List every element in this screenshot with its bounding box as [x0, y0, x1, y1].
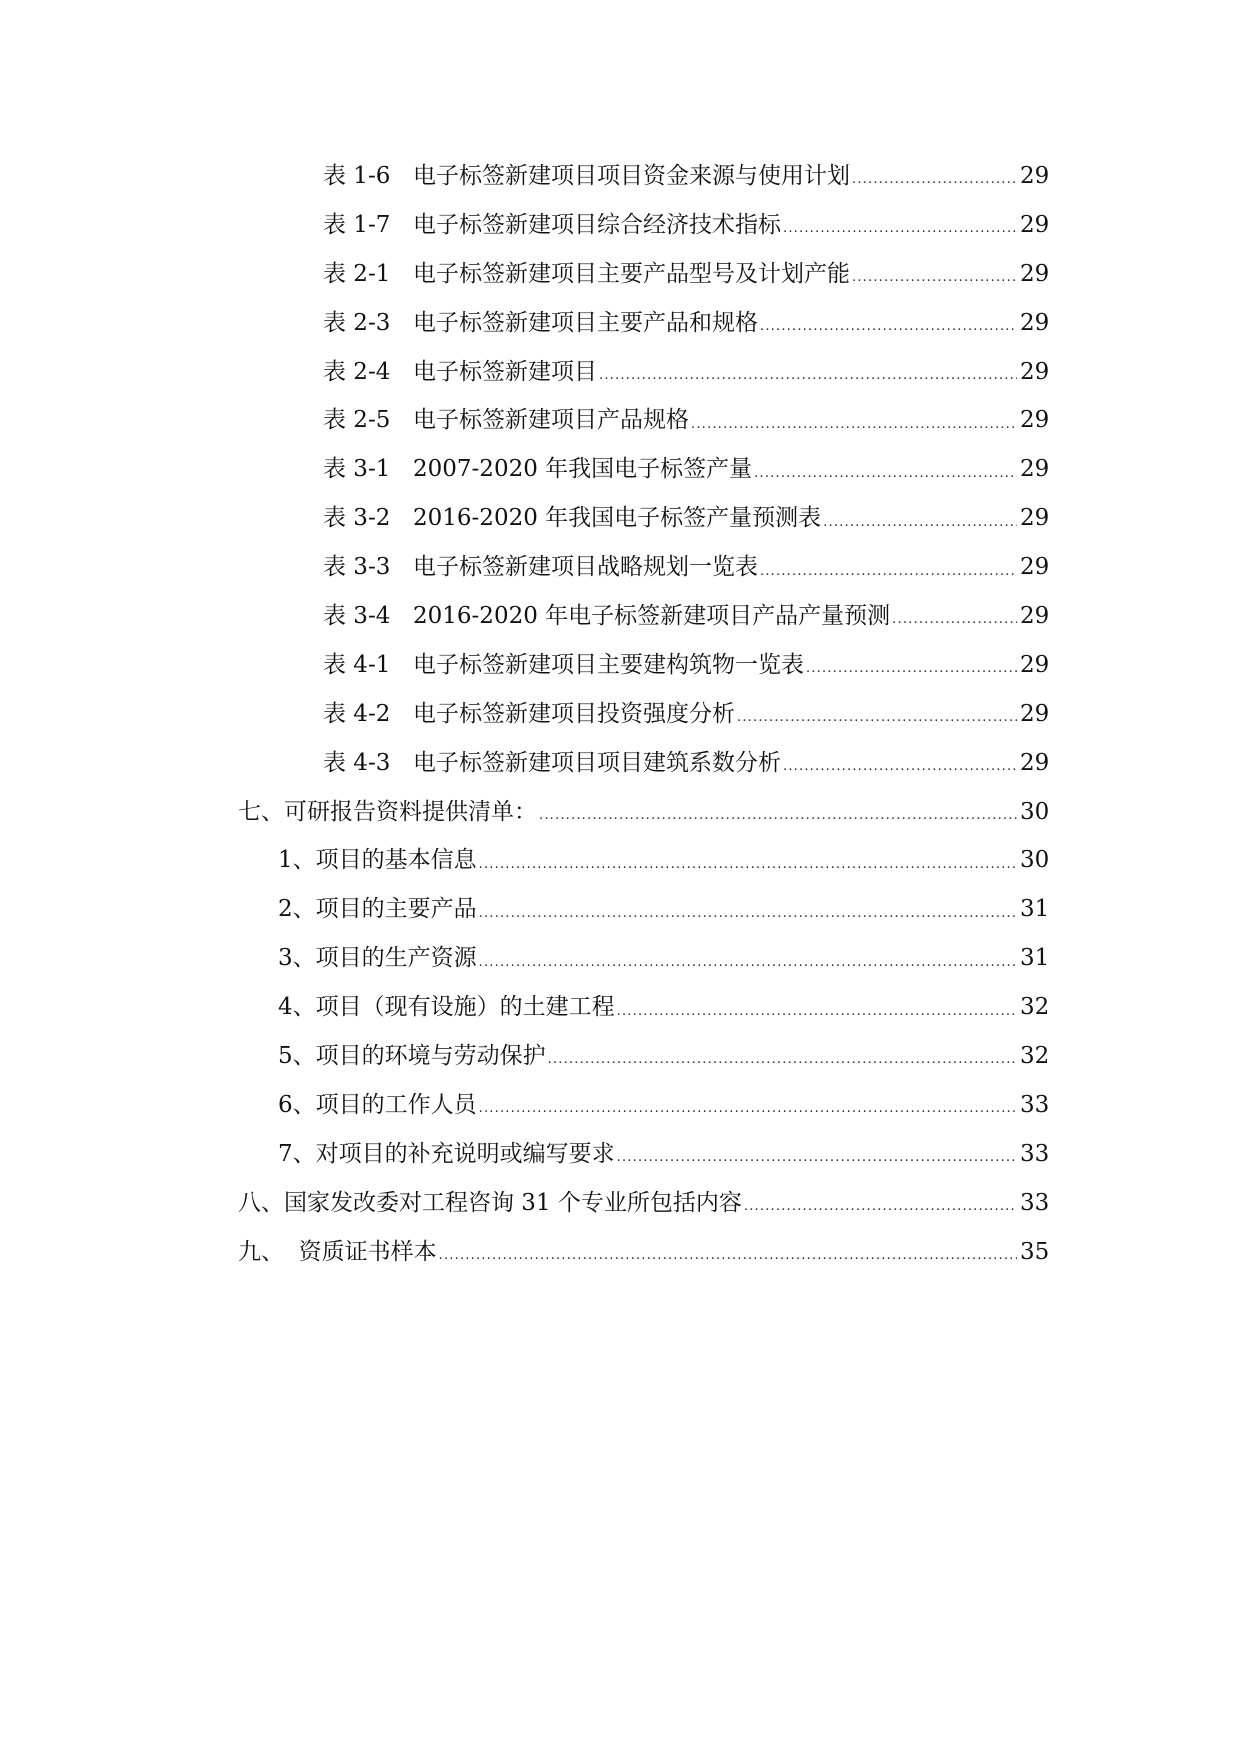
toc-entry-page: 30 [1020, 798, 1050, 825]
toc-entry-label: 表 4-1 [323, 651, 391, 678]
toc-entry-page: 33 [1020, 1189, 1050, 1216]
toc-leader-dots [479, 953, 1017, 973]
toc-entry-item[interactable] [0, 836, 1241, 885]
toc-entry-table[interactable] [0, 250, 1241, 299]
toc-entry-label: 表 3-3 [323, 554, 391, 581]
toc-leader-dots [439, 1246, 1017, 1266]
toc-entry-title: 5、项目的环境与劳动保护 [278, 1043, 546, 1070]
toc-entry-label: 表 3-2 [323, 505, 391, 532]
toc-entry-section[interactable] [0, 788, 1241, 837]
toc-entry-page: 33 [1020, 1140, 1050, 1167]
toc-entry-title: 七、可研报告资料提供清单： [238, 798, 537, 825]
toc-entry-title: 7、对项目的补充说明或编写要求 [278, 1140, 615, 1167]
toc-entry-title: 2016-2020 年电子标签新建项目产品产量预测 [413, 603, 891, 630]
toc-leader-dots [783, 219, 1017, 239]
table-of-contents [0, 152, 1241, 1276]
toc-entry-page: 29 [1020, 211, 1050, 238]
toc-entry-section[interactable] [0, 1179, 1241, 1228]
toc-entry-item[interactable] [0, 1032, 1241, 1081]
toc-leader-dots [760, 562, 1017, 582]
toc-entry-page: 29 [1020, 505, 1050, 532]
toc-leader-dots [539, 806, 1017, 826]
toc-entry-table[interactable] [0, 690, 1241, 739]
toc-entry-title: 4、项目（现有设施）的土建工程 [278, 994, 615, 1021]
toc-entry-page: 29 [1020, 407, 1050, 434]
toc-entry-label: 表 2-4 [323, 358, 391, 385]
toc-entry-table[interactable] [0, 152, 1241, 201]
toc-entry-label: 表 1-7 [323, 211, 391, 238]
toc-entry-page: 32 [1020, 994, 1050, 1021]
toc-leader-dots [479, 1099, 1017, 1119]
toc-entry-page: 29 [1020, 651, 1050, 678]
toc-entry-label: 表 1-6 [323, 163, 391, 189]
toc-entry-page: 32 [1020, 1043, 1050, 1070]
toc-entry-page: 29 [1020, 309, 1050, 336]
toc-entry-table[interactable] [0, 445, 1241, 494]
toc-entry-page: 35 [1020, 1238, 1050, 1265]
toc-entry-label: 表 2-3 [323, 309, 391, 336]
toc-entry-title: 2016-2020 年我国电子标签产量预测表 [413, 505, 822, 532]
toc-entry-label: 表 4-3 [323, 749, 391, 776]
toc-entry-title: 电子标签新建项目综合经济技术指标 [413, 211, 781, 238]
toc-entry-page: 29 [1020, 260, 1050, 287]
toc-leader-dots [783, 757, 1017, 777]
toc-leader-dots [691, 415, 1017, 435]
toc-entry-item[interactable] [0, 983, 1241, 1032]
toc-leader-dots [852, 170, 1017, 190]
toc-leader-dots [617, 1148, 1017, 1168]
toc-entry-title: 电子标签新建项目项目资金来源与使用计划 [413, 163, 850, 189]
toc-leader-dots [760, 317, 1017, 337]
toc-entry-label: 表 3-4 [323, 603, 391, 630]
toc-entry-title: 电子标签新建项目项目建筑系数分析 [413, 749, 781, 776]
toc-entry-title: 电子标签新建项目产品规格 [413, 407, 689, 434]
toc-entry-page: 29 [1020, 163, 1050, 189]
toc-entry-page: 29 [1020, 749, 1050, 776]
toc-entry-title: 2007-2020 年我国电子标签产量 [413, 456, 753, 483]
toc-entry-title: 电子标签新建项目主要产品型号及计划产能 [413, 260, 850, 287]
toc-leader-dots [737, 708, 1017, 728]
toc-leader-dots [823, 513, 1017, 533]
toc-entry-label: 表 2-5 [323, 407, 391, 434]
toc-entry-table[interactable] [0, 641, 1241, 690]
toc-entry-table[interactable] [0, 348, 1241, 397]
toc-leader-dots [892, 610, 1017, 630]
toc-leader-dots [754, 464, 1017, 484]
toc-entry-title: 6、项目的工作人员 [278, 1091, 477, 1118]
toc-entry-page: 29 [1020, 603, 1050, 630]
toc-entry-title: 电子标签新建项目主要产品和规格 [413, 309, 758, 336]
toc-entry-page: 31 [1020, 945, 1050, 972]
toc-entry-table[interactable] [0, 592, 1241, 641]
toc-leader-dots [599, 366, 1017, 386]
toc-leader-dots [806, 659, 1017, 679]
toc-entry-table[interactable] [0, 396, 1241, 445]
toc-entry-table[interactable] [0, 494, 1241, 543]
toc-entry-title: 电子标签新建项目战略规划一览表 [413, 554, 758, 581]
toc-entry-title: 八、国家发改委对工程咨询 31 个专业所包括内容 [238, 1189, 742, 1216]
toc-entry-section[interactable] [0, 1228, 1241, 1277]
toc-leader-dots [479, 855, 1017, 875]
toc-entry-page: 33 [1020, 1091, 1050, 1118]
toc-entry-label: 表 3-1 [323, 456, 391, 483]
toc-entry-table[interactable] [0, 299, 1241, 348]
toc-entry-label: 表 4-2 [323, 700, 391, 727]
toc-entry-page: 29 [1020, 358, 1050, 385]
toc-entry-page: 29 [1020, 700, 1050, 727]
toc-entry-item[interactable] [0, 1130, 1241, 1179]
toc-entry-title: 2、项目的主要产品 [278, 896, 477, 923]
toc-entry-title: 电子标签新建项目主要建构筑物一览表 [413, 651, 804, 678]
toc-entry-label: 表 2-1 [323, 260, 391, 287]
toc-entry-title: 3、项目的生产资源 [278, 945, 477, 972]
toc-entry-title: 1、项目的基本信息 [278, 847, 477, 874]
toc-entry-title: 电子标签新建项目投资强度分析 [413, 700, 735, 727]
toc-entry-table[interactable] [0, 201, 1241, 250]
toc-entry-page: 29 [1020, 554, 1050, 581]
toc-leader-dots [479, 904, 1017, 924]
toc-entry-page: 29 [1020, 456, 1050, 483]
toc-leader-dots [744, 1197, 1017, 1217]
toc-entry-table[interactable] [0, 543, 1241, 592]
toc-leader-dots [548, 1050, 1017, 1070]
toc-entry-page: 30 [1020, 847, 1050, 874]
toc-leader-dots [617, 1002, 1017, 1022]
toc-entry-item[interactable] [0, 934, 1241, 983]
toc-entry-table[interactable] [0, 739, 1241, 788]
toc-entry-item[interactable] [0, 885, 1241, 934]
toc-leader-dots [852, 268, 1017, 288]
toc-entry-title: 九、 资质证书样本 [238, 1238, 437, 1265]
toc-entry-item[interactable] [0, 1081, 1241, 1130]
toc-entry-page: 31 [1020, 896, 1050, 923]
toc-entry-title: 电子标签新建项目 [413, 358, 597, 385]
